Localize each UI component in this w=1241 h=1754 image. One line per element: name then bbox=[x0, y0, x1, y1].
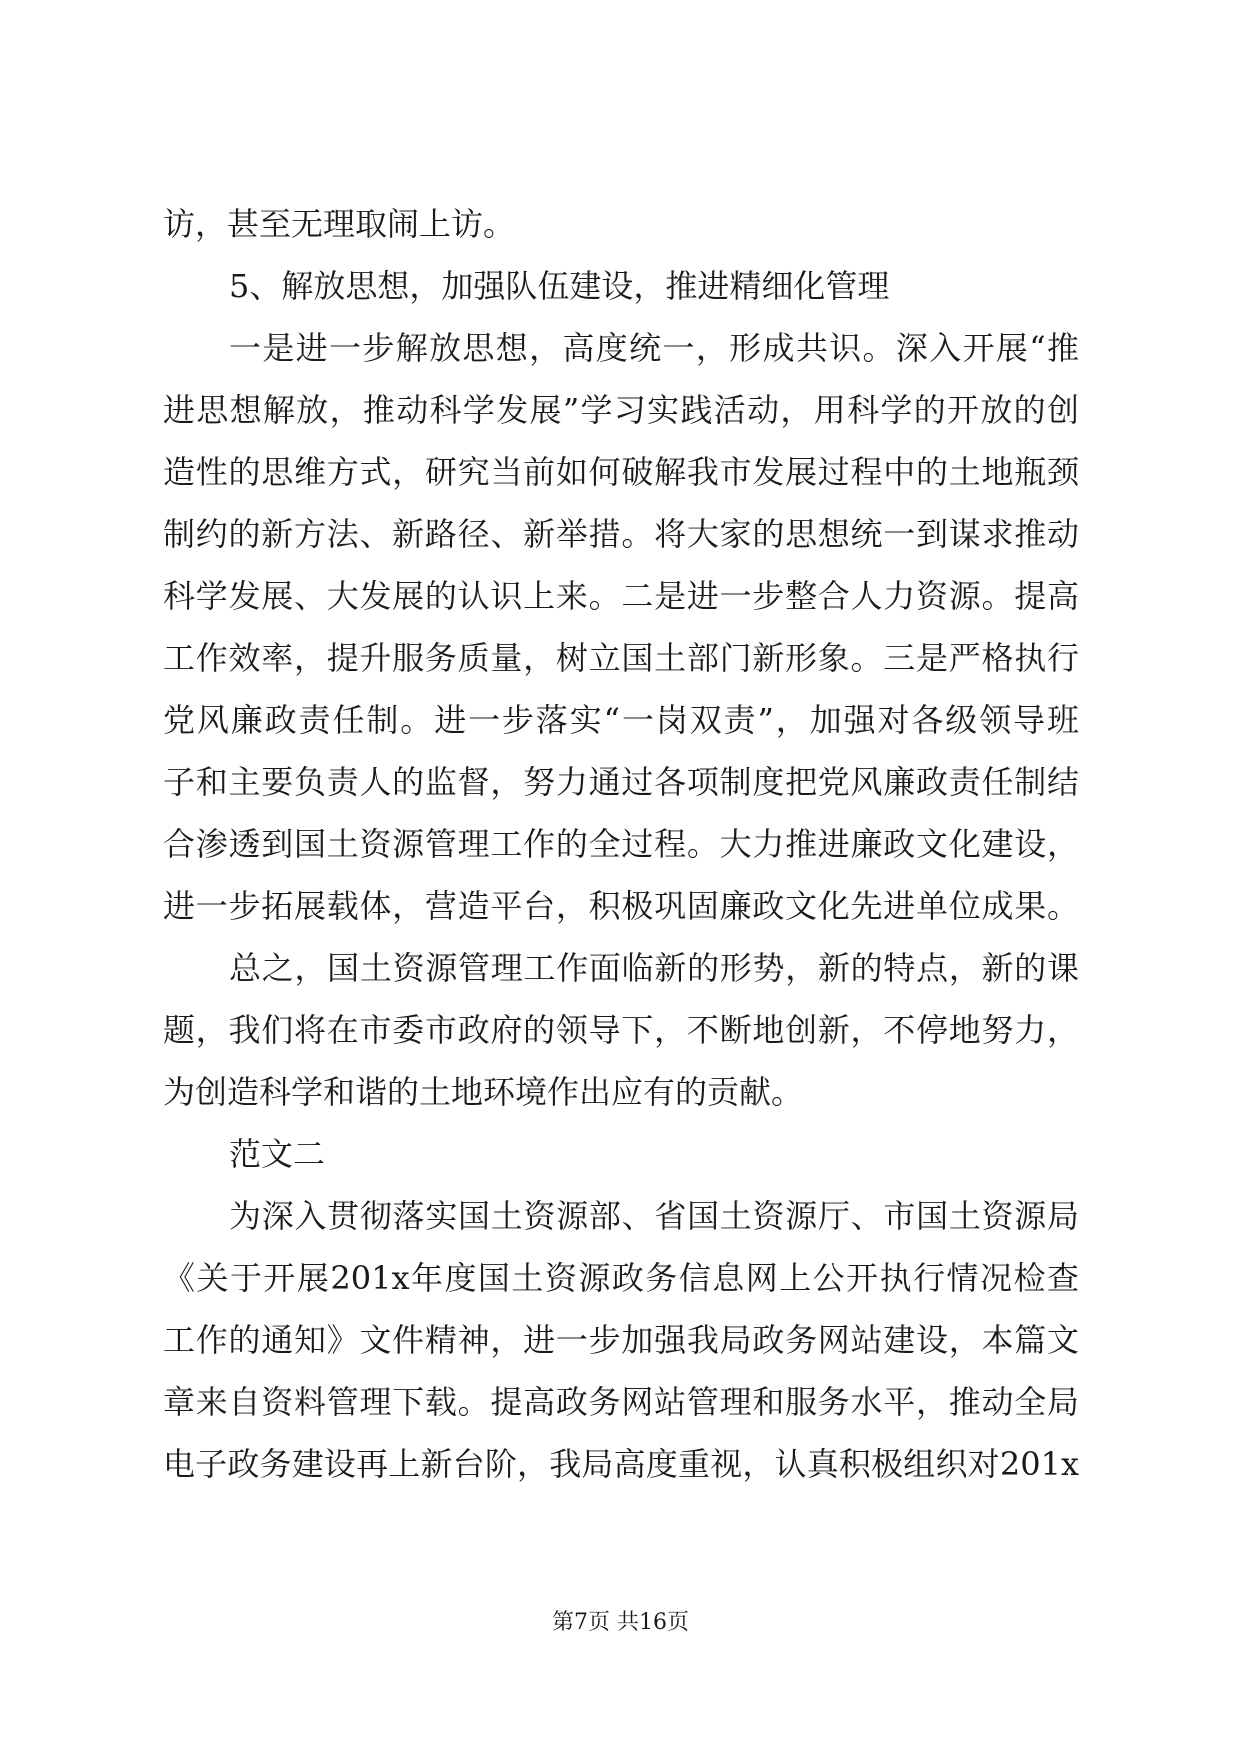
text-line: 科学发展、大发展的认识上来。二是进一步整合人力资源。提高 bbox=[163, 577, 1079, 615]
text-line: 题，我们将在市委市政府的领导下，不断地创新，不停地努力， bbox=[163, 1011, 1079, 1049]
section-heading: 范文二 bbox=[229, 1135, 326, 1173]
page-number-footer: 第7页 共16页 bbox=[552, 1610, 689, 1635]
text-line: 一是进一步解放思想，高度统一，形成共识。深入开展“推 bbox=[229, 329, 1079, 367]
text-line: 章来自资料管理下载。提高政务网站管理和服务水平，推动全局 bbox=[163, 1383, 1079, 1421]
text-line: 合渗透到国土资源管理工作的全过程。大力推进廉政文化建设， bbox=[163, 825, 1079, 863]
text-line: 工作的通知》文件精神，进一步加强我局政务网站建设，本篇文 bbox=[163, 1321, 1079, 1359]
text-line: 总之，国土资源管理工作面临新的形势，新的特点，新的课 bbox=[229, 949, 1079, 987]
text-line: 进思想解放，推动科学发展”学习实践活动，用科学的开放的创 bbox=[163, 391, 1079, 429]
text-line: 工作效率，提升服务质量，树立国土部门新形象。三是严格执行 bbox=[163, 639, 1079, 677]
text-line: 为深入贯彻落实国土资源部、省国土资源厅、市国土资源局 bbox=[229, 1197, 1079, 1235]
text-line: 子和主要负责人的监督，努力通过各项制度把党风廉政责任制结 bbox=[163, 763, 1079, 801]
text-line: 为创造科学和谐的土地环境作出应有的贡献。 bbox=[163, 1073, 804, 1111]
text-line: 制约的新方法、新路径、新举措。将大家的思想统一到谋求推动 bbox=[163, 515, 1079, 553]
text-line: 《关于开展201x年度国土资源政务信息网上公开执行情况检查 bbox=[163, 1259, 1079, 1297]
text-line: 造性的思维方式，研究当前如何破解我市发展过程中的土地瓶颈 bbox=[163, 453, 1079, 491]
section-heading: 5、解放思想，加强队伍建设，推进精细化管理 bbox=[229, 267, 890, 305]
text-line: 党风廉政责任制。进一步落实“一岗双责”，加强对各级领导班 bbox=[163, 701, 1079, 739]
text-line: 电子政务建设再上新台阶，我局高度重视，认真积极组织对201x bbox=[163, 1445, 1079, 1483]
text-line: 访，甚至无理取闹上访。 bbox=[163, 205, 516, 243]
text-line: 进一步拓展载体，营造平台，积极巩固廉政文化先进单位成果。 bbox=[163, 887, 1079, 925]
